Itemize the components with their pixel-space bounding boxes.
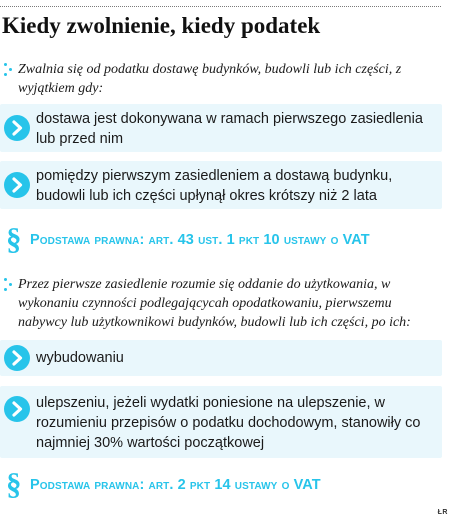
- dots-icon: [4, 278, 14, 292]
- list-item-text: ulepszeniu, jeżeli wydatki poniesione na ulepszenie, w rozumieniu przepisów o podatku dochodowym, stanowiły co najmniej 30% wartości początkowej: [36, 395, 421, 451]
- author-credit: ŁR: [437, 509, 448, 516]
- list-item: [0, 386, 442, 458]
- list-item-text: dostawa jest dokonywana w ramach pierwszego zasiedlenia lub przed nim: [36, 111, 423, 147]
- arrow-right-circle-icon: [4, 172, 30, 198]
- section1-intro-text: Zwalnia się od podatku dostawę budynków, budowli lub ich części, z wyjątkiem gdy:: [18, 62, 402, 96]
- list-item: [0, 161, 442, 209]
- top-divider: [0, 6, 441, 7]
- dots-icon: [4, 63, 14, 77]
- section2-intro-text: Przez pierwsze zasiedlenie rozumie się oddanie do użytkowania, w wykonaniu czynności podlegającycah opodatkowaniu, pierwszemu nabywcy lub użytkownikowi budynków, budowli lub ich części, po ich:: [18, 277, 411, 330]
- legal-basis: [0, 221, 442, 256]
- arrow-right-circle-icon: [4, 115, 30, 141]
- list-item: [0, 104, 442, 152]
- list-item-text: pomiędzy pierwszym zasiedleniem a dostawą budynku, budowli lub ich części upłynął okres krótszy niż 2 lata: [36, 168, 393, 204]
- legal-basis: [0, 466, 442, 501]
- list-item-text: wybudowaniu: [36, 350, 124, 366]
- paragraph-icon: §: [6, 466, 22, 501]
- legal-basis-text: Podstawa prawna: art. 43 ust. 1 pkt 10 ustawy o VAT: [30, 232, 370, 248]
- list-item: [0, 340, 442, 376]
- paragraph-icon: §: [6, 221, 22, 256]
- arrow-right-circle-icon: [4, 396, 30, 422]
- arrow-right-circle-icon: [4, 345, 30, 371]
- section2-intro: [0, 275, 442, 332]
- section1-intro: [0, 60, 442, 98]
- page-title: Kiedy zwolnienie, kiedy podatek: [2, 13, 321, 38]
- legal-basis-text: Podstawa prawna: art. 2 pkt 14 ustawy o VAT: [30, 477, 321, 493]
